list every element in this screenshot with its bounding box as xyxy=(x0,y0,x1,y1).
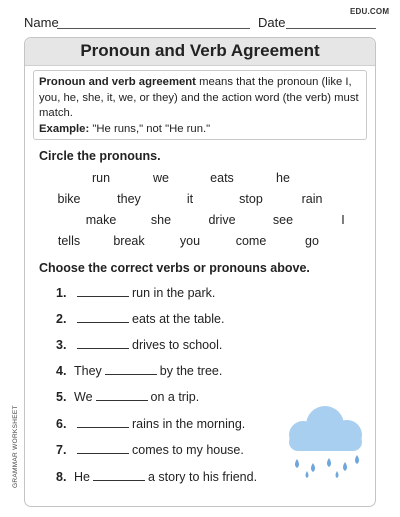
question-before: We xyxy=(74,390,93,404)
word-item[interactable]: rain xyxy=(301,192,323,206)
question-before: They xyxy=(74,364,102,378)
word-item[interactable]: it xyxy=(186,192,194,206)
word-item[interactable]: go xyxy=(305,234,319,248)
word-item[interactable]: see xyxy=(272,213,294,227)
question-number: 7. xyxy=(56,443,67,457)
question-after: a story to his friend. xyxy=(147,470,258,484)
edu-logo: EDU.COM xyxy=(350,7,390,16)
word-item[interactable]: drive xyxy=(208,213,236,227)
word-item[interactable]: bike xyxy=(57,192,81,206)
word-item[interactable]: he xyxy=(276,171,290,185)
question-after: rains in the morning. xyxy=(132,417,246,431)
word-item[interactable]: we xyxy=(153,171,169,185)
question-number: 5. xyxy=(56,390,67,404)
question-6 xyxy=(56,417,245,431)
question-7 xyxy=(56,443,244,457)
answer-blank[interactable] xyxy=(77,417,129,428)
answer-blank[interactable] xyxy=(105,364,157,375)
word-item[interactable]: break xyxy=(113,234,145,248)
question-after: eats at the table. xyxy=(132,312,225,326)
definition-term: Pronoun and verb agreement xyxy=(39,76,196,88)
word-item[interactable]: tells xyxy=(57,234,81,248)
question-number: 8. xyxy=(56,470,67,484)
question-after: run in the park. xyxy=(132,286,216,300)
word-item[interactable]: I xyxy=(341,213,345,227)
raindrops xyxy=(295,455,359,478)
question-1 xyxy=(56,286,215,300)
question-8 xyxy=(56,470,257,484)
word-item[interactable]: you xyxy=(179,234,201,248)
page-title: Pronoun and Verb Agreement xyxy=(80,41,320,60)
question-5 xyxy=(56,390,199,404)
question-number: 2. xyxy=(56,312,67,326)
definition-text: means that the pronoun (like I, you, he, she, it, we, or they) and the action word (the verb) must match. xyxy=(39,76,359,119)
answer-blank[interactable] xyxy=(77,338,129,349)
question-number: 6. xyxy=(56,417,67,431)
question-number: 1. xyxy=(56,286,67,300)
question-after: by the tree. xyxy=(159,364,223,378)
question-number: 4. xyxy=(56,364,67,378)
title-bar xyxy=(25,38,375,66)
side-label: GRAMMAR WORKSHEET xyxy=(12,405,19,488)
word-item[interactable]: eats xyxy=(210,171,234,185)
rain-cloud-illustration xyxy=(283,405,368,483)
section2-heading: Choose the correct verbs or pronouns above. xyxy=(39,261,310,275)
word-item[interactable]: they xyxy=(117,192,141,206)
word-item[interactable]: come xyxy=(235,234,267,248)
question-4 xyxy=(56,364,222,378)
name-line[interactable] xyxy=(57,28,250,29)
word-item[interactable]: run xyxy=(91,171,111,185)
answer-blank[interactable] xyxy=(77,443,129,454)
section1-heading: Circle the pronouns. xyxy=(39,149,161,163)
date-line[interactable] xyxy=(286,28,376,29)
date-label: Date xyxy=(258,15,286,30)
answer-blank[interactable] xyxy=(77,312,129,323)
answer-blank[interactable] xyxy=(96,390,148,401)
example-label: Example: xyxy=(39,122,90,135)
question-after: comes to my house. xyxy=(132,443,244,457)
word-item[interactable]: make xyxy=(85,213,117,227)
example-text: "He runs," not "He run." xyxy=(89,122,211,135)
question-after: drives to school. xyxy=(132,338,223,352)
name-label: Name xyxy=(24,15,59,30)
definition-box xyxy=(33,70,367,140)
answer-blank[interactable] xyxy=(77,286,129,297)
question-2 xyxy=(56,312,224,326)
rain-cloud-icon xyxy=(283,405,368,483)
answer-blank[interactable] xyxy=(93,470,145,481)
question-after: on a trip. xyxy=(150,390,200,404)
question-number: 3. xyxy=(56,338,67,352)
cloud-shape xyxy=(289,406,362,451)
word-item[interactable]: stop xyxy=(239,192,263,206)
question-before: He xyxy=(74,470,90,484)
question-3 xyxy=(56,338,222,352)
word-item[interactable]: she xyxy=(150,213,172,227)
